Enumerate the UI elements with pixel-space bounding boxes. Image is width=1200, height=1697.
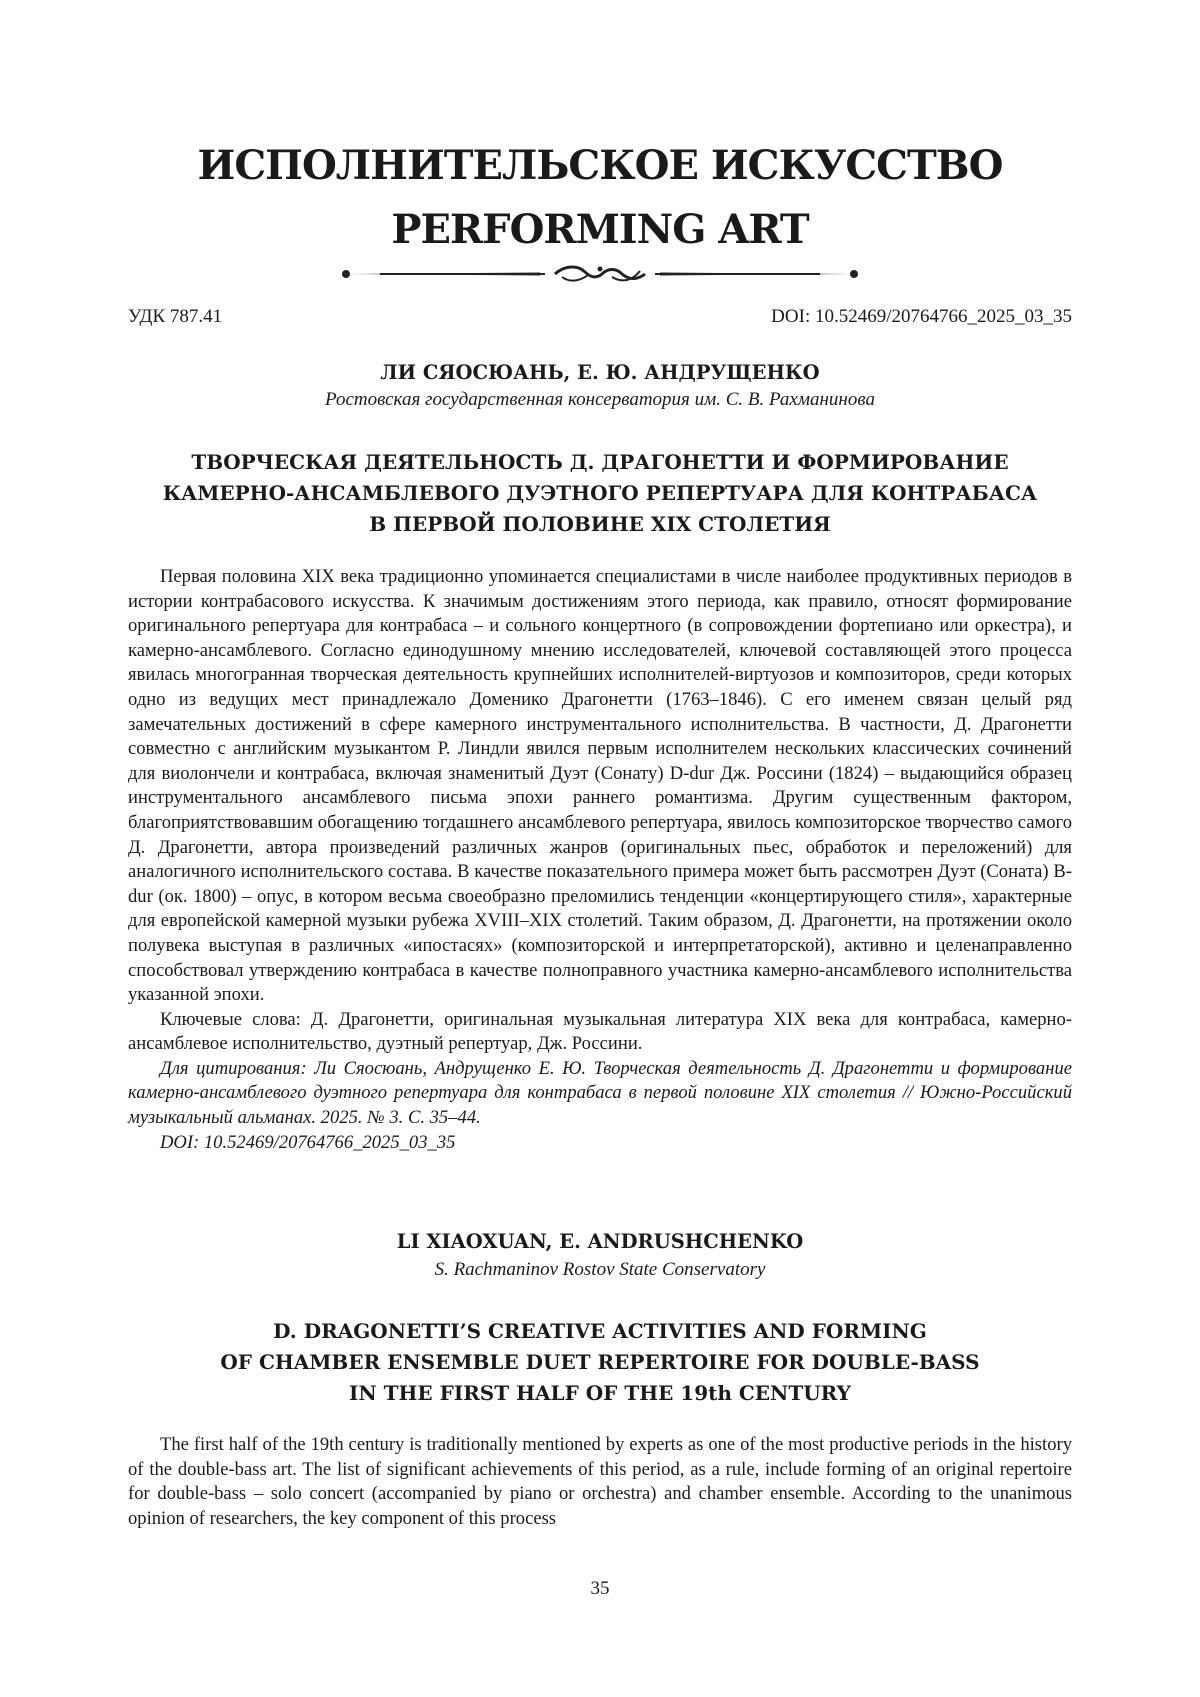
doi-header: DOI: 10.52469/20764766_2025_03_35 (771, 306, 1072, 327)
citation: Для цитирования: Ли Сяосюань, Андрущенко Е. Ю. Творческая деятельность Д. Драгонетти и формирование камерно-ансамблевого дуэтного репертуара для контрабаса в первой половине XIX столетия // Южно-Российский музыкальный альманах. 2025. № 3. С. 35–44. (128, 1057, 1072, 1129)
abstract-en (128, 1433, 1072, 1531)
section-title-ru: ИСПОЛНИТЕЛЬСКОЕ ИСКУССТВО (197, 142, 1003, 189)
title-line: ТВОРЧЕСКАЯ ДЕЯТЕЛЬНОСТЬ Д. ДРАГОНЕТТИ И ФОРМИРОВАНИЕ (191, 450, 1009, 474)
affiliation-ru: Ростовская государственная консерватория им. С. В. Рахманинова (325, 389, 875, 410)
keywords: Ключевые слова: Д. Драгонетти, оригинальная музыкальная литература XIX века для контрабаса, камерно-ансамблевое исполнительство, дуэтный репертуар, Дж. Россини. (128, 1008, 1072, 1055)
title-line: IN THE FIRST HALF OF THE 19th CENTURY (349, 1381, 851, 1405)
page-number: 35 (590, 1578, 610, 1599)
abstract-ru (128, 565, 1072, 1155)
citation-doi: DOI: 10.52469/20764766_2025_03_35 (160, 1131, 456, 1153)
section-title-en: PERFORMING ART (391, 206, 809, 253)
article-title-ru (0, 447, 1200, 540)
title-line: КАМЕРНО-АНСАМБЛЕВОГО ДУЭТНОГО РЕПЕРТУАРА ДЛЯ КОНТРАБАСА (162, 481, 1038, 505)
meta-row (128, 306, 1072, 328)
authors-ru: ЛИ СЯОСЮАНЬ, Е. Ю. АНДРУЩЕНКО (380, 361, 820, 384)
abstract-text: The first half of the 19th century is traditionally mentioned by experts as one of the most productive periods in the history of the double-bass art. The list of significant achievements of this period, as a rule, include forming of an original repertoire for double-bass – solo concert (accompanied by piano or orchestra) and chamber ensemble. According to the unanimous opinion of researchers, the key component of this process (128, 1434, 1072, 1529)
title-line: D. DRAGONETTI’S CREATIVE ACTIVITIES AND FORMING (273, 1319, 927, 1343)
title-line: OF CHAMBER ENSEMBLE DUET REPERTOIRE FOR DOUBLE-BASS (220, 1350, 980, 1374)
abstract-text: Первая половина XIX века традиционно упоминается специалистами в числе наиболее продуктивных периодов в истории контрабасового искусства. К значимым достижениям этого периода, как правило, относят формирование оригинального репертуара для контрабаса – и сольного концертного (в сопровождении фортепиано или оркестра), и камерно-ансамблевого. Согласно единодушному мнению исследователей, ключевой составляющей этого процесса явилась многогранная творческая деятельность крупнейших исполнителей-виртуозов и композиторов, среди которых одно из ведущих мест принадлежало Доменико Драгонетти (1763–1846). С его именем связан целый ряд замечательных достижений в сфере камерного инструментального исполнительства. В частности, Д. Драгонетти совместно с английским музыкантом Р. Линдли явился первым исполнителем нескольких классических сочинений для виолончели и контрабаса, включая знаменитый Дуэт (Сонату) D-dur Дж. Россини (1824) – выдающийся образец инструментального ансамблевого письма эпохи раннего романтизма. Другим существенным фактором, благоприятствовавшим обогащению тогдашнего ансамблевого репертуара, явилось композиторское творчество самого Д. Драгонетти, автора произведений различных жанров (оригинальных пьес, обработок и переложений) для аналогичного исполнительского состава. В качестве показательного примера может быть рассмотрен Дуэт (Соната) B-dur (ок. 1800) – опус, в котором весьма своеобразно преломились тенденции «концертирующего стиля», характерные для европейской камерной музыки рубежа XVIII–XIX столетий. Таким образом, Д. Драгонетти, на протяжении около полувека выступая в различных «ипостасях» (композиторской и интерпретаторской), активно и целенаправленно способствовал утверждению контрабаса в качестве полноправного участника камерно-ансамблевого исполнительства указанной эпохи. (128, 566, 1072, 1006)
ornament-divider-icon (340, 263, 860, 285)
affiliation-en: S. Rachmaninov Rostov State Conservatory (434, 1259, 766, 1280)
article-title-en (0, 1316, 1200, 1409)
title-line: В ПЕРВОЙ ПОЛОВИНЕ XIX СТОЛЕТИЯ (369, 512, 831, 536)
authors-en: LI XIAOXUAN, E. ANDRUSHCHENKO (396, 1230, 804, 1253)
udk-code: УДК 787.41 (128, 306, 223, 327)
